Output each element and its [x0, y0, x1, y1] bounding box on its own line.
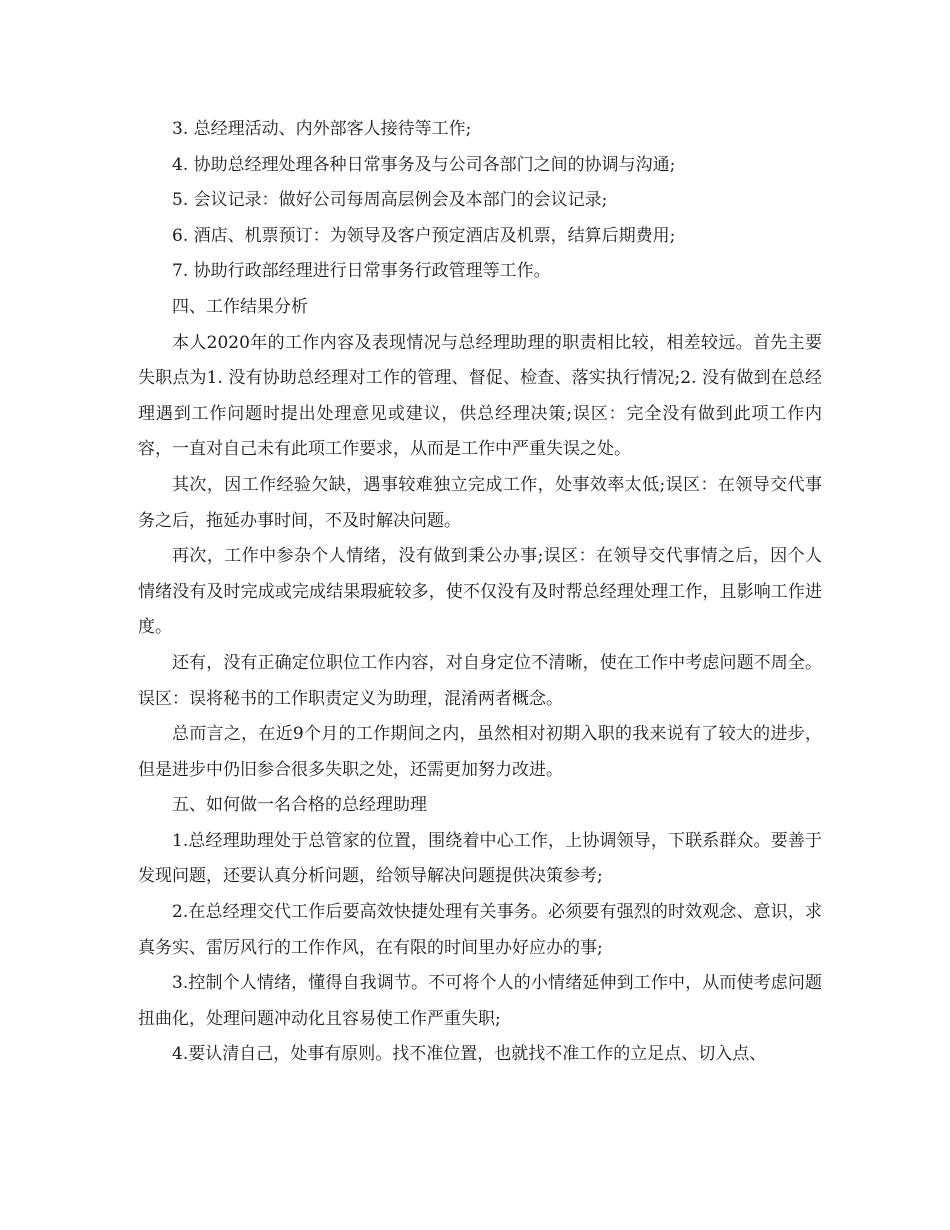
list-item-7: 7. 协助行政部经理进行日常事务行政管理等工作。: [172, 261, 551, 282]
list-item-6: 6. 酒店、机票预订：为领导及客户预定酒店及机票，结算后期费用;: [172, 225, 676, 246]
point-3: 3.控制个人情绪，懂得自我调节。不可将个人的小情绪延伸到工作中，从而使考虑问题扭曲化，处理问题冲动化且容易使工作严重失职;: [138, 973, 822, 1029]
section-heading-4: 四、工作结果分析: [172, 296, 308, 317]
point-2: 2.在总经理交代工作后要高效快捷处理有关事务。必须要有强烈的时效观念、意识，求真务实、雷厉风行的工作作风，在有限的时间里办好应办的事;: [138, 902, 822, 958]
list-item-3: 3. 总经理活动、内外部客人接待等工作;: [172, 119, 472, 139]
point-1: 1.总经理助理处于总管家的位置，围绕着中心工作，上协调领导，下联系群众。要善于发现问题，还要认真分析问题，给领导解决问题提供决策参考;: [138, 830, 822, 887]
list-item-5: 5. 会议记录：做好公司每周高层例会及本部门的会议记录;: [172, 190, 608, 211]
paragraph-summary: 总而言之，在近9个月的工作期间之内，虽然相对初期入职的我来说有了较大的进步，但是进步中仍旧参合很多失职之处，还需更加努力改进。: [138, 724, 822, 780]
paragraph-second: 其次，因工作经验欠缺，遇事较难独立完成工作，处事效率太低;误区：在领导交代事务之后，拖延办事时间，不及时解决问题。: [138, 474, 822, 531]
paragraph-analysis: 本人2020年的工作内容及表现情况与总经理助理的职责相比较，相差较远。首先主要失职点为1. 没有协助总经理对工作的管理、督促、检查、落实执行情况;2. 没有做到在总经理遇到工作问题时提出处理意见或建议，供总经理决策;误区：完全没有做到此项工作内容，一直对自己未有此项工作要求，从而是工作中严重失误之处。: [138, 332, 822, 460]
list-item-4: 4. 协助总经理处理各种日常事务及与公司各部门之间的协调与沟通;: [172, 154, 676, 175]
document-body: [138, 112, 822, 1073]
point-4: 4.要认清自己，处事有原则。找不准位置，也就找不准工作的立足点、切入点、: [172, 1044, 767, 1065]
paragraph-third: 再次，工作中参杂个人情绪，没有做到秉公办事;误区：在领导交代事情之后，因个人情绪没有及时完成或完成结果瑕疵较多，使不仅没有及时帮总经理处理工作，且影响工作进度。: [138, 546, 822, 638]
section-heading-5: 五、如何做一名合格的总经理助理: [172, 795, 427, 816]
paragraph-fourth: 还有，没有正确定位职位工作内容，对自身定位不清晰，使在工作中考虑问题不周全。误区：误将秘书的工作职责定义为助理，混淆两者概念。: [138, 652, 822, 709]
